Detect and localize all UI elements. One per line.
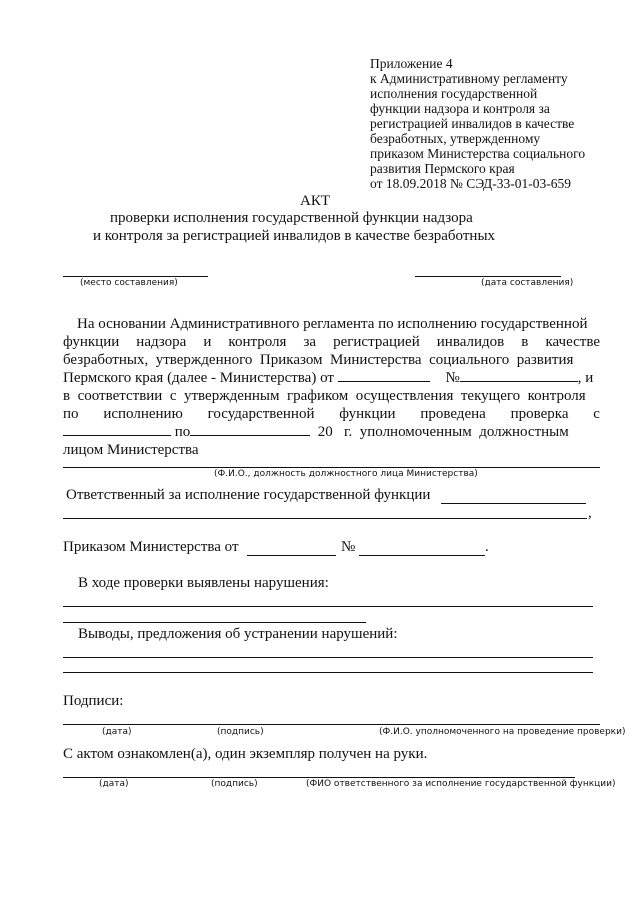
- basis-line: На основании Административного регламента по исполнению государственной: [77, 316, 588, 332]
- basis-line: Пермского края (далее - Министерства) от № , и: [63, 370, 594, 386]
- signatures-label: Подписи:: [63, 693, 124, 709]
- sig2-sign-caption: (подпись): [211, 779, 258, 789]
- order-date-blank[interactable]: [338, 381, 430, 382]
- order-dot: .: [485, 539, 489, 555]
- conclusions-line[interactable]: [63, 657, 593, 658]
- signature-line-responsible[interactable]: [63, 777, 575, 778]
- appendix-line: развития Пермского края: [370, 161, 515, 176]
- order-number-blank[interactable]: [460, 381, 578, 382]
- official-line[interactable]: [63, 467, 600, 468]
- place-caption: (место составления): [80, 278, 178, 288]
- appendix-line: Приложение 4: [370, 56, 453, 71]
- sig1-sign-caption: (подпись): [217, 727, 264, 737]
- acquainted-label: С актом ознакомлен(а), один экземпляр получен на руки.: [63, 746, 428, 762]
- appendix-line: к Административному регламенту: [370, 71, 568, 86]
- appendix-line: от 18.09.2018 № СЭД-33-01-03-659: [370, 176, 571, 191]
- period-start-blank[interactable]: [63, 435, 171, 436]
- conclusions-label: Выводы, предложения об устранении нарушений:: [78, 626, 398, 642]
- date-line: [415, 276, 561, 277]
- official-caption: (Ф.И.О., должность должностного лица Министерства): [214, 469, 478, 479]
- basis-line: по исполнению государственной функции проведена проверка с: [63, 406, 600, 422]
- conclusions-line-2[interactable]: [63, 672, 593, 673]
- appendix-line: приказом Министерства социального: [370, 146, 586, 161]
- document-subtitle-line-1: проверки исполнения государственной функции надзора: [110, 210, 473, 226]
- document-title: АКТ: [300, 193, 330, 209]
- basis-line: функции надзора и контроля за регистрацией инвалидов в качестве: [63, 334, 600, 350]
- violations-line[interactable]: [63, 606, 593, 607]
- order-label: Приказом Министерства от: [63, 539, 239, 555]
- appendix-block: [370, 56, 585, 191]
- basis-line: безработных, утвержденного Приказом Министерства социального развития: [63, 352, 574, 368]
- sig2-date-caption: (дата): [99, 779, 129, 789]
- appendix-line: исполнения государственной: [370, 86, 538, 101]
- order-number-line[interactable]: [359, 555, 485, 556]
- violations-label: В ходе проверки выявлены нарушения:: [78, 575, 329, 591]
- order-date-line[interactable]: [247, 555, 336, 556]
- responsible-line[interactable]: [441, 503, 586, 504]
- responsible-line-2[interactable]: [63, 518, 587, 519]
- basis-line: по 20 г. уполномоченным должностным: [63, 423, 600, 441]
- appendix-line: функции надзора и контроля за: [370, 101, 550, 116]
- appendix-line: регистрацией инвалидов в качестве: [370, 116, 575, 131]
- place-line: [63, 276, 208, 277]
- basis-line: лицом Министерства: [63, 442, 199, 458]
- order-number-sign: №: [341, 539, 356, 555]
- responsible-label: Ответственный за исполнение государственной функции: [66, 487, 431, 503]
- sig2-fio-caption: (ФИО ответственного за исполнение государственной функции): [306, 779, 616, 789]
- responsible-comma: ,: [588, 505, 592, 521]
- basis-paragraph: [63, 315, 600, 459]
- document-subtitle-line-2: и контроля за регистрацией инвалидов в качестве безработных: [93, 228, 496, 244]
- date-caption: (дата составления): [481, 278, 574, 288]
- period-end-blank[interactable]: [190, 435, 310, 436]
- sig1-fio-caption: (Ф.И.О. уполномоченного на проведение проверки): [379, 727, 626, 737]
- appendix-line: безработных, утвержденному: [370, 131, 541, 146]
- basis-line: в соответствии с утвержденным графиком осуществления текущего контроля: [63, 388, 586, 404]
- signature-line-inspector[interactable]: [63, 724, 600, 725]
- sig1-date-caption: (дата): [102, 727, 132, 737]
- violations-line-2[interactable]: [63, 622, 366, 623]
